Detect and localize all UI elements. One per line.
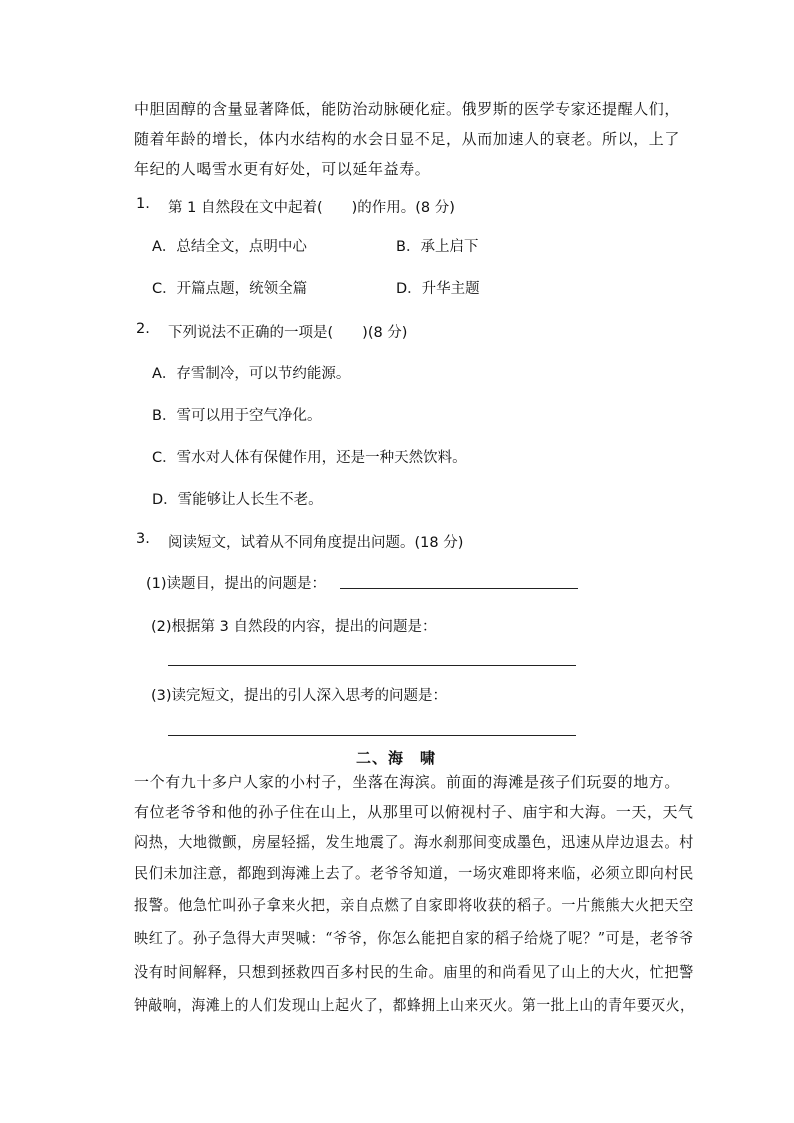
sub-question-number: (1) bbox=[146, 576, 167, 592]
sub-question-number: (3) bbox=[151, 688, 172, 704]
option-a bbox=[152, 235, 307, 256]
passage-line: 映红了。孙子急得大声哭喊：“爷爷，你怎么能把自家的稻子给烧了呢？”可是，老爷爷 bbox=[134, 929, 694, 947]
option-letter: C． bbox=[152, 450, 177, 466]
option-letter: B． bbox=[152, 408, 177, 424]
sub-question-text: 根据第 3 自然段的内容，提出的问题是： bbox=[171, 619, 437, 635]
question-number: 3. bbox=[136, 531, 150, 547]
question-number: 2. bbox=[136, 321, 150, 337]
sub-question-text: 读题目，提出的问题是： bbox=[166, 576, 327, 592]
option-text: 雪水对人体有保健作用，还是一种天然饮料。 bbox=[176, 450, 467, 466]
answer-line[interactable] bbox=[168, 665, 576, 666]
option-letter: B． bbox=[396, 239, 421, 255]
question-text: 阅读短文，试着从不同角度提出问题。(18 分) bbox=[168, 535, 464, 551]
section-title: 二、海 啸 bbox=[356, 749, 437, 767]
option-letter: D． bbox=[152, 492, 178, 508]
passage-line: 随着年龄的增长，体内水结构的水会日显不足，从而加速人的衰老。所以，上了 bbox=[134, 130, 681, 148]
option-d bbox=[152, 488, 323, 509]
answer-line[interactable] bbox=[340, 588, 578, 589]
passage-line: 没有时间解释，只想到拯救四百多村民的生命。庙里的和尚看见了山上的大火，忙把警 bbox=[134, 963, 694, 981]
question-text: 第 1 自然段在文中起着( )的作用。(8 分) bbox=[168, 200, 455, 216]
option-text: 承上启下 bbox=[420, 239, 479, 255]
passage-line: 有位老爷爷和他的孙子住在山上，从那里可以俯视村子、庙宇和大海。一天，天气 bbox=[134, 803, 694, 821]
passage-line: 报警。他急忙叫孙子拿来火把，亲自点燃了自家即将收获的稻子。一片熊熊大火把天空 bbox=[134, 896, 694, 914]
option-letter: A． bbox=[152, 239, 177, 255]
option-letter: C． bbox=[152, 281, 177, 297]
option-text: 开篇点题，统领全篇 bbox=[176, 281, 308, 297]
option-text: 升华主题 bbox=[421, 281, 480, 297]
option-text: 存雪制冷，可以节约能源。 bbox=[176, 366, 351, 382]
sub-question-3 bbox=[151, 684, 447, 705]
option-letter: D． bbox=[396, 281, 422, 297]
sub-question-text: 读完短文，提出的引人深入思考的问题是： bbox=[171, 688, 448, 704]
passage-line: 一个有九十多户人家的小村子，坐落在海滨。前面的海滩是孩子们玩耍的地方。 bbox=[134, 773, 681, 791]
option-b bbox=[396, 235, 478, 256]
option-d bbox=[396, 277, 480, 298]
sub-question-1 bbox=[146, 572, 326, 593]
option-letter: A． bbox=[152, 366, 177, 382]
option-text: 雪可以用于空气净化。 bbox=[176, 408, 322, 424]
sub-question-2 bbox=[151, 615, 437, 636]
passage-line: 闷热，大地微颤，房屋轻摇，发生地震了。海水刹那间变成墨色，迅速从岸边退去。村 bbox=[134, 833, 694, 851]
option-b bbox=[152, 404, 321, 425]
option-c bbox=[152, 446, 467, 467]
question-number: 1. bbox=[136, 196, 150, 212]
passage-line: 年纪的人喝雪水更有好处，可以延年益寿。 bbox=[134, 160, 431, 178]
answer-line[interactable] bbox=[168, 735, 576, 736]
option-a bbox=[152, 362, 350, 383]
option-text: 总结全文，点明中心 bbox=[176, 239, 307, 255]
option-c bbox=[152, 277, 307, 298]
question-text: 下列说法不正确的一项是( )(8 分) bbox=[168, 325, 408, 341]
option-text: 雪能够让人长生不老。 bbox=[177, 492, 323, 508]
passage-line: 中胆固醇的含量显著降低，能防治动脉硬化症。俄罗斯的医学专家还提醒人们， bbox=[134, 100, 681, 118]
passage-line: 钟敲响，海滩上的人们发现山上起火了，都蜂拥上山来灭火。第一批上山的青年要灭火， bbox=[134, 996, 695, 1014]
passage-line: 民们未加注意，都跑到海滩上去了。老爷爷知道，一场灾难即将来临，必须立即向村民 bbox=[134, 864, 694, 882]
sub-question-number: (2) bbox=[151, 619, 172, 635]
